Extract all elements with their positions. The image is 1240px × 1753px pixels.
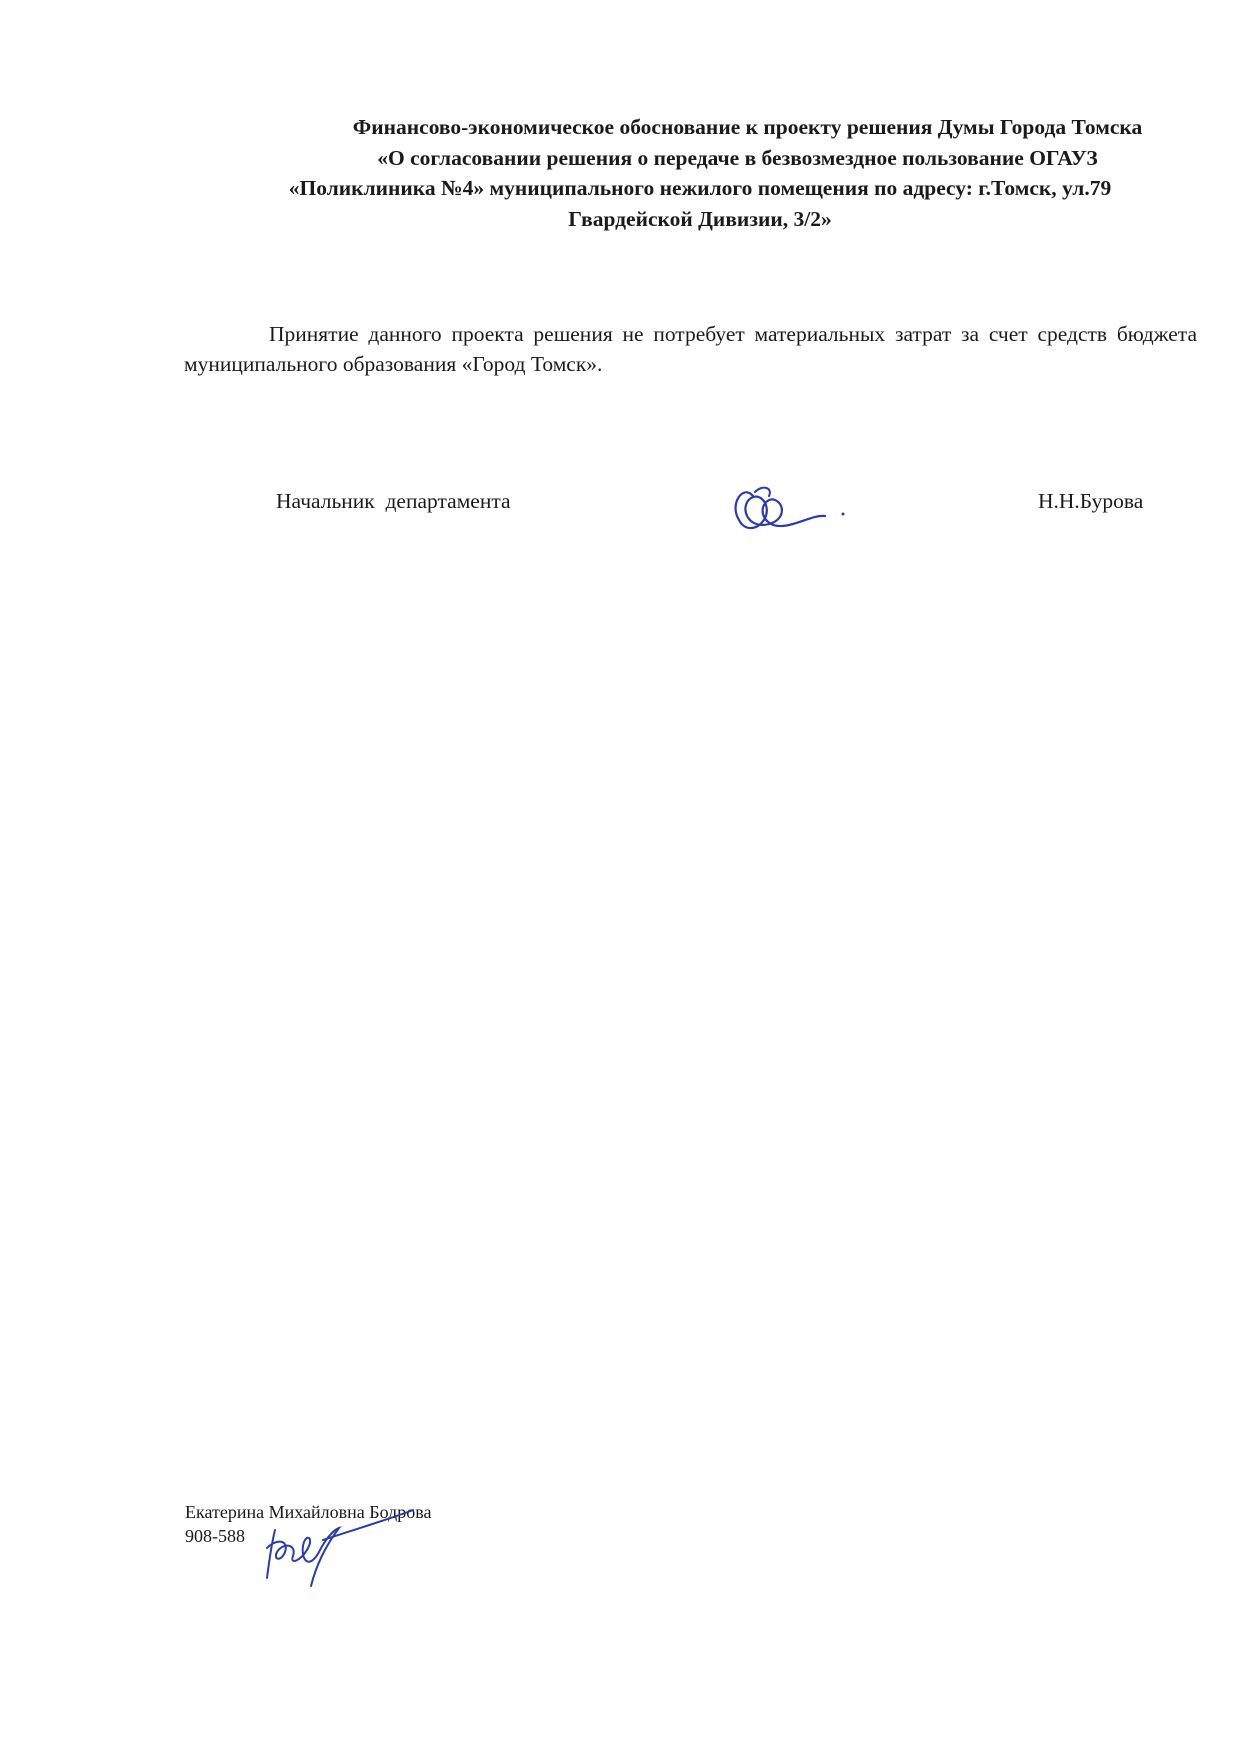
body-paragraph: Принятие данного проекта решения не потребует материальных затрат за счет средств бюджета муниципального образования «Город Томск». <box>184 322 1197 376</box>
title-line-2: «О согласовании решения о передаче в безвозмездное пользование ОГАУЗ <box>377 145 1098 170</box>
handwritten-signature <box>725 474 845 544</box>
title-line-4: Гвардейской Дивизии, 3/2» <box>568 206 832 231</box>
executor-signature <box>263 1500 423 1590</box>
executor-phone: 908-588 <box>185 1526 245 1546</box>
title-line-1: Финансово-экономическое обоснование к проекту решения Думы Города Томска <box>352 115 1143 139</box>
executor-name: Екатерина Михайловна Бодрова <box>185 1502 432 1522</box>
signatory-position: Начальник департамента <box>276 489 511 513</box>
title-line-3: «Поликлиника №4» муниципального нежилого помещения по адресу: г.Томск, ул.79 <box>288 176 1112 200</box>
body-paragraph-block <box>184 319 1197 379</box>
signature-row <box>0 489 1240 569</box>
document-title <box>200 112 1200 234</box>
body-paragraph-indent <box>184 322 269 346</box>
signatory-name: Н.Н.Бурова <box>1038 489 1144 513</box>
